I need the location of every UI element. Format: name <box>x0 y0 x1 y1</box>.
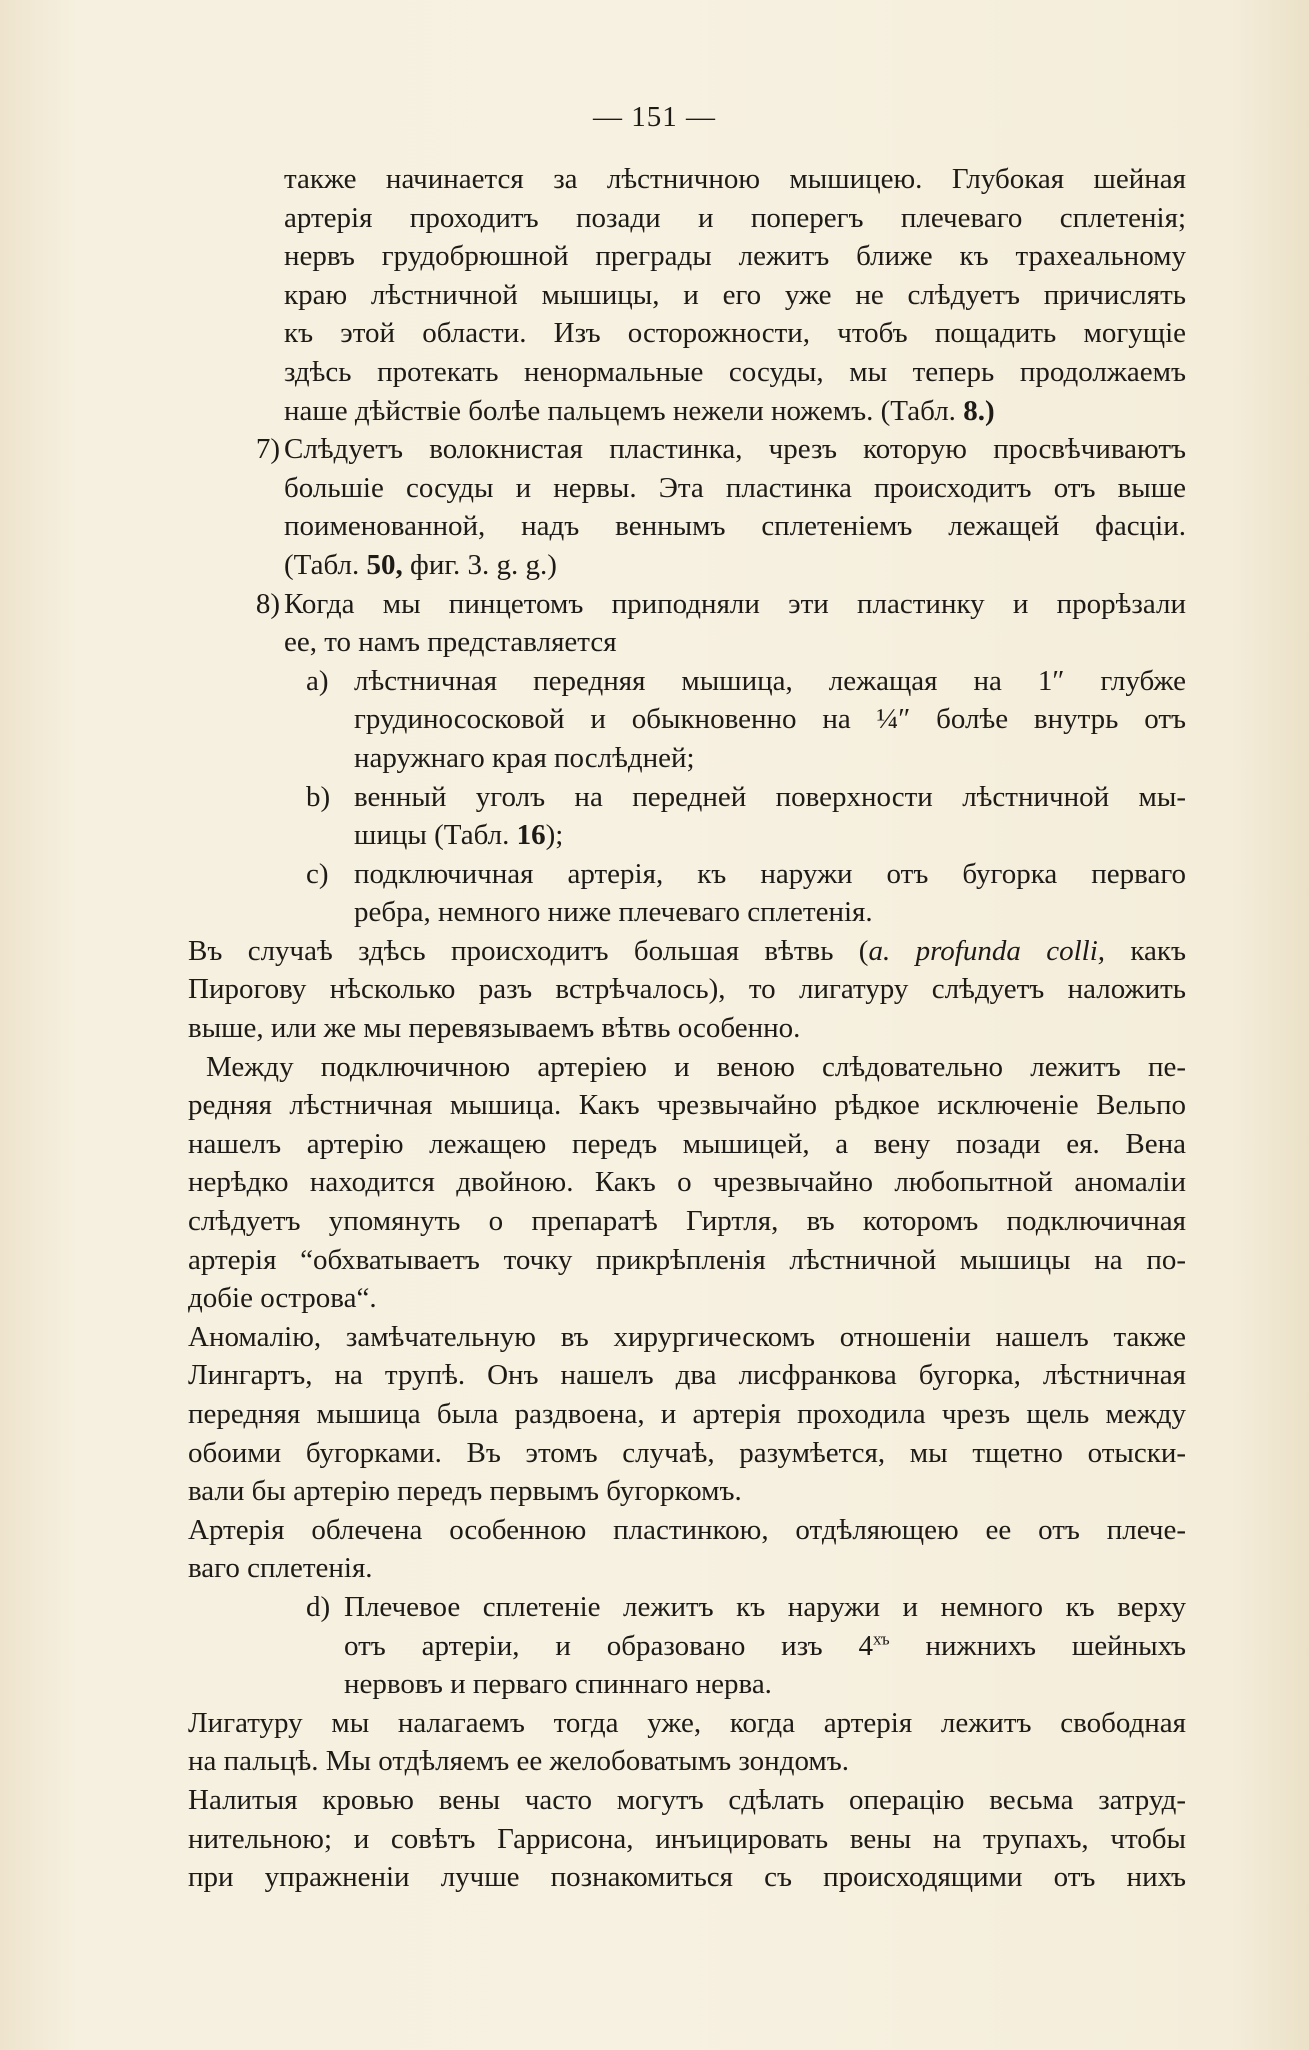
text-line: здѣсь протекать ненормальные сосуды, мы теперь продолжаемъ <box>284 355 1186 388</box>
paragraph <box>188 1511 1186 1588</box>
text-line: Между подключичною артеріею и веною слѣдовательно лежитъ пе- <box>206 1050 1186 1083</box>
paragraph <box>188 932 1186 1048</box>
text-line: нительною; и совѣтъ Гаррисона, инъицировать вены на трупахъ, чтобы <box>188 1822 1186 1855</box>
paragraph-continued <box>188 1086 1186 1318</box>
text-line: большіе сосуды и нервы. Эта пластинка происходитъ отъ выше <box>284 471 1186 504</box>
sub-item-c <box>188 855 1186 932</box>
text-line: Пирогову нѣсколько разъ встрѣчалось), то лигатуру слѣдуетъ наложить <box>188 973 1186 1006</box>
text-line: лѣстничная передняя мышица, лежащая на 1″ глубже <box>354 664 1186 697</box>
text-line: ее, то намъ представляется <box>284 626 617 659</box>
text-line: шицы (Табл. 16); <box>354 819 564 852</box>
sub-item-label: d) <box>306 1590 331 1623</box>
sub-item-a <box>188 662 1186 778</box>
sub-item-d <box>188 1588 1186 1704</box>
text-line: отъ артеріи, и образовано изъ $4^{хъ}$ нижнихъ шейныхъ <box>344 1628 1186 1662</box>
text-line: нашелъ артерію лежащею передъ мышицей, а вену позади ея. Вена <box>188 1127 1186 1160</box>
page-number: — 151 — <box>593 101 716 133</box>
text-line: редняя лѣстничная мышица. Какъ чрезвычайно рѣдкое исключеніе Вельпо <box>188 1089 1186 1122</box>
text-line: вали бы артерію передъ первымъ бугоркомъ. <box>188 1475 742 1508</box>
item-7 <box>188 430 1186 584</box>
text-line: ваго сплетенія. <box>188 1552 373 1585</box>
text-line: Лигатуру мы налагаемъ тогда уже, когда артерія лежитъ свободная <box>188 1706 1186 1739</box>
item-6-continuation <box>188 160 1186 430</box>
text-line: артерія “обхватываетъ точку прикрѣпленія лѣстничной мышицы на по- <box>188 1243 1186 1276</box>
paragraph <box>188 1048 1186 1087</box>
paragraph <box>188 1704 1186 1781</box>
text-line: на пальцѣ. Мы отдѣляемъ ее желобоватымъ зондомъ. <box>188 1745 849 1778</box>
item-8 <box>188 585 1186 662</box>
text-line: Лингартъ, на трупѣ. Онъ нашелъ два лисфранкова бугорка, лѣстничная <box>188 1359 1186 1392</box>
text-line: наше дѣйствіе болѣе пальцемъ нежели ножемъ. (Табл. 8.) <box>284 394 995 427</box>
item-number: 7) <box>255 433 280 466</box>
text-line: къ этой области. Изъ осторожности, чтобъ пощадить могущіе <box>284 317 1186 350</box>
sub-item-label: b) <box>306 780 331 813</box>
text-line: Налитыя кровью вены часто могутъ сдѣлать операцію весьма затруд- <box>188 1783 1186 1816</box>
text-line: Аномалію, замѣчательную въ хирургическомъ отношеніи нашелъ также <box>188 1320 1186 1353</box>
text-line: грудиносoсковой и обыкновенно на ¼″ болѣе внутрь отъ <box>354 703 1186 736</box>
text-line: нервовъ и перваго спиннаго нерва. <box>344 1668 772 1701</box>
page-body <box>188 160 1186 1897</box>
text-line: Когда мы пинцетомъ приподняли эти пластинку и прорѣзали <box>284 587 1186 620</box>
text-line: Артерія облечена особенною пластинкою, отдѣляющею ее отъ плече- <box>188 1513 1186 1546</box>
text-line: краю лѣстничной мышицы, и его уже не слѣдуетъ причислять <box>284 278 1186 311</box>
text-line: обоими бугорками. Въ этомъ случаѣ, разумѣется, мы тщетно отыски- <box>188 1436 1186 1469</box>
text-line: венный уголъ на передней поверхности лѣстничной мы- <box>354 780 1186 813</box>
paragraph <box>188 1781 1186 1897</box>
text-line: нерѣдко находится двойною. Какъ о чрезвычайно любопытной аномаліи <box>188 1166 1186 1199</box>
text-line: наружнаго края послѣдней; <box>354 741 695 774</box>
text-line: артерія проходитъ позади и поперегъ плечеваго сплетенія; <box>284 201 1186 234</box>
text-line: добіе острова“. <box>188 1282 377 1315</box>
text-line: при упражненіи лучше познакомиться съ происходящими отъ нихъ <box>188 1861 1186 1894</box>
sub-item-label: a) <box>306 664 329 697</box>
text-line: также начинается за лѣстничною мышицею. Глубокая шейная <box>284 163 1186 195</box>
text-line: выше, или же мы перевязываемъ вѣтвь особенно. <box>188 1012 801 1045</box>
text-line: передняя мышица была раздвоена, и артерія проходила чрезъ щель между <box>188 1398 1186 1430</box>
paragraph <box>188 1318 1186 1511</box>
text-line: (Табл. 50, фиг. 3. g. g.) <box>284 548 557 581</box>
text-line: поименованной, надъ веннымъ сплетеніемъ лежащей фасціи. <box>284 510 1186 543</box>
text-line: ребра, немного ниже плечеваго сплетенія. <box>354 896 873 929</box>
text-line: Въ случаѣ здѣсь происходитъ большая вѣтвь (a. profunda colli, какъ <box>188 934 1187 967</box>
item-number: 8) <box>255 587 280 620</box>
text-line: Плечевое сплетеніе лежитъ къ наружи и немного къ верху <box>344 1590 1186 1623</box>
text-line: Слѣдуетъ волокнистая пластинка, чрезъ которую просвѣчиваютъ <box>284 433 1186 466</box>
sub-item-label: c) <box>306 857 329 890</box>
text-line: слѣдуетъ упомянуть о препаратѣ Гиртля, въ которомъ подключичная <box>188 1205 1186 1238</box>
text-line: нервъ грудобрюшной преграды лежитъ ближе къ трахеальному <box>284 240 1186 273</box>
text-line: подключичная артерія, къ наружи отъ бугорка перваго <box>354 857 1186 890</box>
sub-item-b <box>188 778 1186 855</box>
